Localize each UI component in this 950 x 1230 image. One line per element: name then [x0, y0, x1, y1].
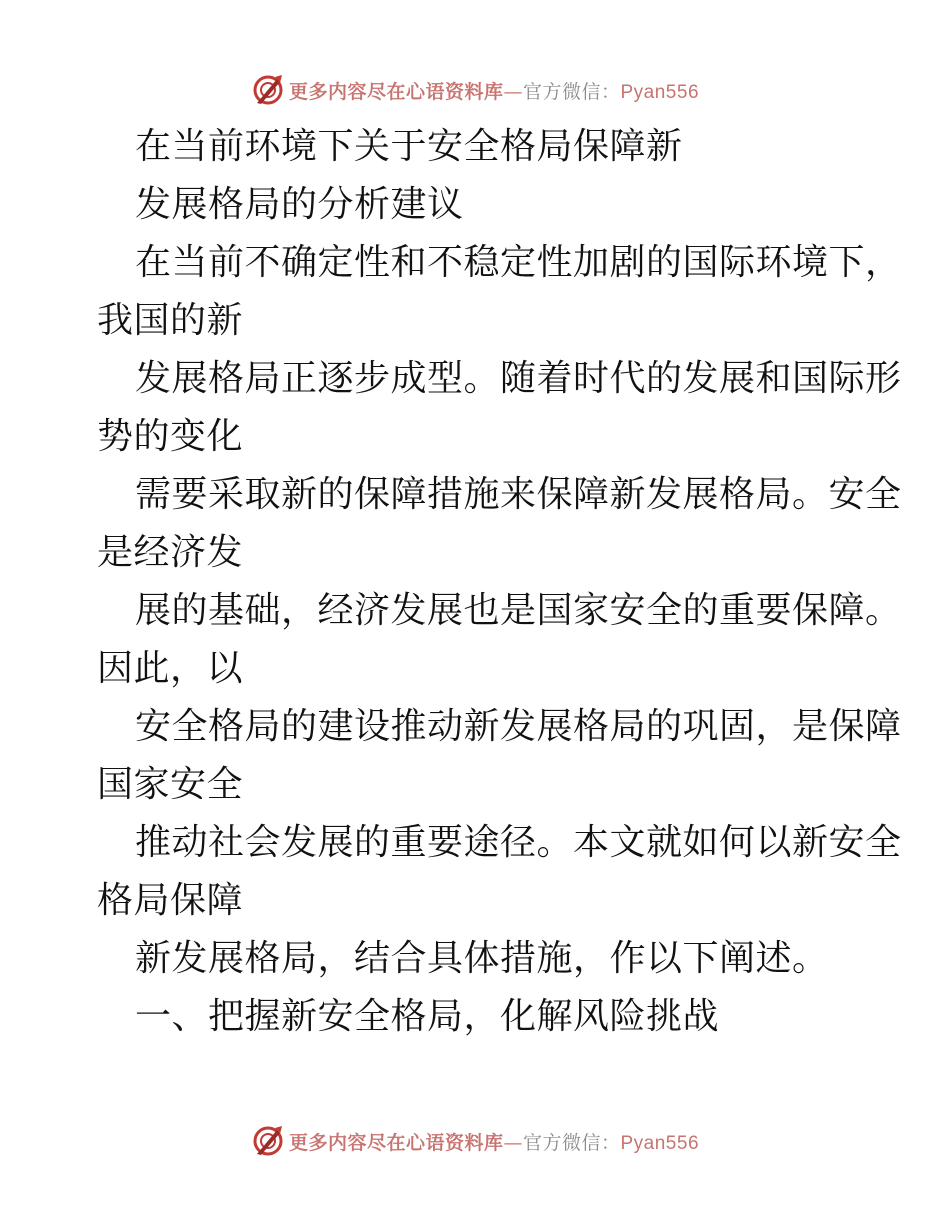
footer-banner-text [289, 1128, 699, 1155]
header-wechat-id: Pyan556 [620, 81, 700, 103]
header-site-text: 更多内容尽在心语资料库 [288, 80, 504, 103]
paragraph-line: 我国的新 [97, 300, 244, 341]
footer-separator: — [503, 1131, 523, 1154]
header-banner-text [289, 77, 699, 104]
header-wechat-label: 官方微信： [522, 80, 621, 103]
quill-logo-icon [251, 73, 285, 107]
document-body [97, 118, 902, 1046]
footer-banner [0, 1121, 950, 1161]
title-line-1: 在当前环境下关于安全格局保障新 [135, 126, 683, 167]
paragraph-line: 需要采取新的保障措施来保障新发展格局。安全 [135, 474, 902, 515]
paragraph-line: 安全格局的建设推动新发展格局的巩固，是保障 [135, 706, 902, 747]
title-line-2: 发展格局的分析建议 [135, 184, 464, 225]
paragraph-line: 国家安全 [97, 764, 244, 805]
paragraph-line: 格局保障 [97, 880, 244, 921]
paragraph-line: 因此，以 [97, 648, 244, 689]
paragraph-line: 在当前不确定性和不稳定性加剧的国际环境下， [135, 242, 902, 283]
paragraph-line: 势的变化 [97, 416, 244, 457]
header-separator: — [503, 80, 523, 103]
paragraph-line: 发展格局正逐步成型。随着时代的发展和国际形 [135, 358, 902, 399]
footer-wechat-id: Pyan556 [620, 1132, 700, 1154]
paragraph-line: 新发展格局，结合具体措施，作以下阐述。 [135, 938, 829, 979]
footer-site-text: 更多内容尽在心语资料库 [288, 1131, 504, 1154]
quill-logo-icon [251, 1124, 285, 1158]
paragraph-line: 是经济发 [97, 532, 244, 573]
paragraph-line: 推动社会发展的重要途径。本文就如何以新安全 [135, 822, 902, 863]
section-heading: 一、把握新安全格局，化解风险挑战 [135, 996, 720, 1037]
paragraph-line: 展的基础，经济发展也是国家安全的重要保障。 [135, 590, 902, 631]
footer-wechat-label: 官方微信： [522, 1131, 621, 1154]
header-banner [0, 70, 950, 110]
